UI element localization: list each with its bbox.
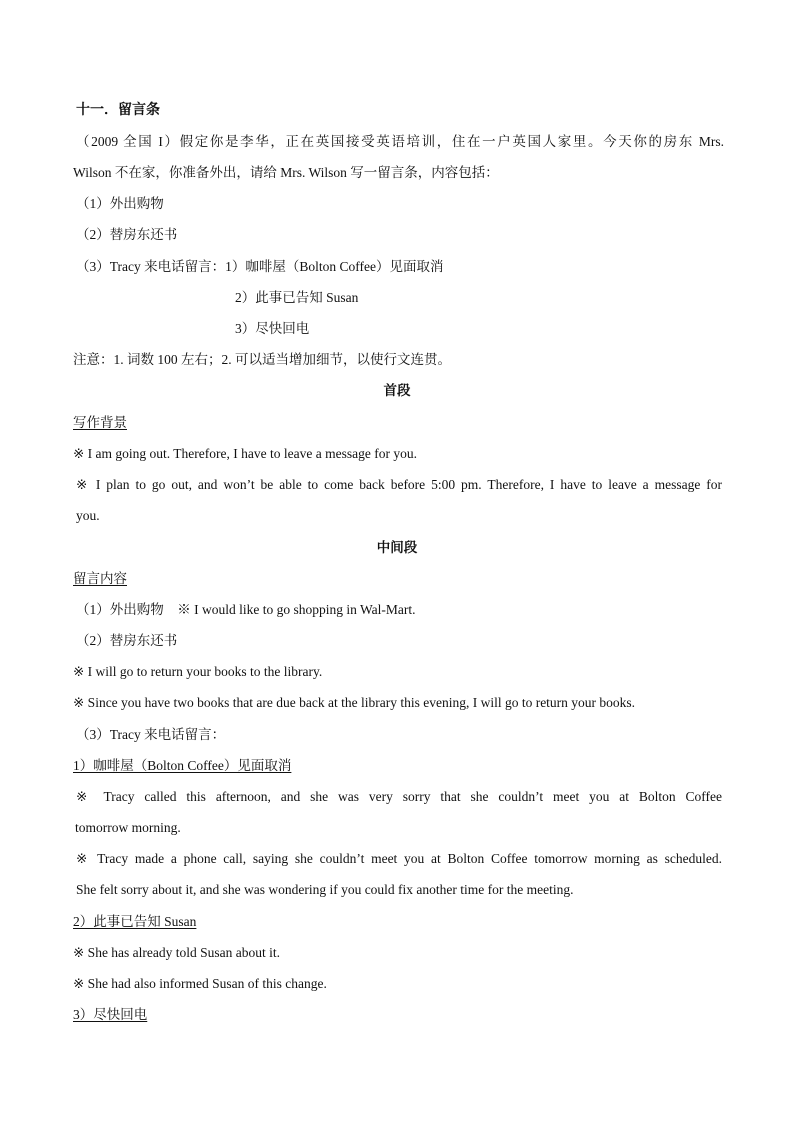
task-item-3-sub-2: 2）此事已告知 Susan — [235, 290, 359, 305]
task-item-2: （2）替房东还书 — [76, 227, 178, 242]
middle-sub-3: 3）尽快回电 — [73, 1007, 148, 1022]
middle-sub-2-sentence-2: ※ She had also informed Susan of this change. — [73, 976, 327, 991]
middle-paragraph-heading: 中间段 — [376, 540, 418, 555]
first-paragraph-heading: 首段 — [383, 383, 411, 398]
task-line-1: （2009 全国 I）假定你是李华，正在英国接受英语培训，住在一户英国人家里。今天你的房东 Mrs. — [76, 134, 724, 149]
task-line-2: Wilson 不在家，你准备外出，请给 Mrs. Wilson 写一留言条，内容包括： — [73, 165, 499, 180]
middle-sub-2: 2）此事已告知 Susan — [73, 914, 197, 929]
middle-item-2-sentence-2: ※ Since you have two books that are due back at the library this evening, I will go to return your books. — [73, 695, 636, 710]
middle-sub-1-sentence-2-line-2: She felt sorry about it, and she was wondering if you could fix another time for the meeting. — [76, 882, 574, 897]
middle-sub-1: 1）咖啡屋（Bolton Coffee）见面取消 — [73, 758, 292, 773]
middle-sub-1-sentence-1-line-2: tomorrow morning. — [75, 820, 181, 835]
task-item-1: （1）外出购物 — [76, 196, 164, 211]
first-paragraph-sentence-2-line-1: ※ I plan to go out, and won’t be able to come back before 5:00 pm. Therefore, I have to leave a message for — [76, 477, 722, 492]
first-paragraph-sentence-2-line-2: you. — [76, 508, 100, 523]
middle-sub-2-sentence-1: ※ She has already told Susan about it. — [73, 945, 281, 960]
middle-item-2-sentence-1: ※ I will go to return your books to the library. — [73, 664, 323, 679]
first-paragraph-subheading: 写作背景 — [73, 415, 127, 430]
middle-paragraph-subheading: 留言内容 — [73, 571, 127, 586]
first-paragraph-sentence-1: ※ I am going out. Therefore, I have to leave a message for you. — [73, 446, 417, 461]
middle-item-1: （1）外出购物 ※ I would like to go shopping in Wal-Mart. — [76, 602, 416, 617]
task-item-3: （3）Tracy 来电话留言：1）咖啡屋（Bolton Coffee）见面取消 — [76, 259, 444, 274]
task-note: 注意：1. 词数 100 左右；2. 可以适当增加细节，以使行文连贯。 — [73, 352, 451, 367]
task-item-3-sub-3: 3）尽快回电 — [235, 321, 310, 336]
middle-item-2: （2）替房东还书 — [76, 633, 178, 648]
middle-item-3: （3）Tracy 来电话留言： — [76, 727, 226, 742]
middle-sub-1-sentence-1-line-1: ※ Tracy called this afternoon, and she was very sorry that she couldn’t meet you at Bolton Coffee — [76, 789, 722, 804]
section-title: 十一．留言条 — [76, 103, 160, 118]
middle-sub-1-sentence-2-line-1: ※ Tracy made a phone call, saying she couldn’t meet you at Bolton Coffee tomorrow morning as scheduled. — [76, 851, 722, 866]
